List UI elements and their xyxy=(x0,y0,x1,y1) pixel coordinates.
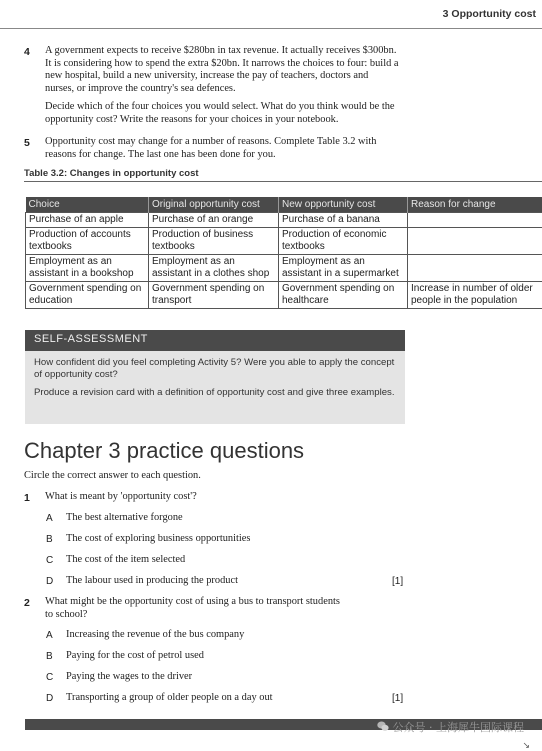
table-cell: Government spending on transport xyxy=(149,282,279,309)
option-text: The cost of the item selected xyxy=(66,554,185,565)
table-cell: Production of accounts textbooks xyxy=(26,228,149,255)
mark-allocation: [1] xyxy=(392,576,403,587)
table-cell: Purchase of an apple xyxy=(26,213,149,228)
section-title: Chapter 3 practice questions xyxy=(24,438,304,464)
question-number: 1 xyxy=(24,492,30,504)
table-row xyxy=(26,282,542,309)
table-cell: Purchase of a banana xyxy=(279,213,408,228)
question-4-paragraph-1: A government expects to receive $280bn in tax revenue. It actually receives $300bn. It is considering how to spend the extra $20bn. It narrows the choices to four: build a new hospital, build a new university, increase the pay of teachers, doctors and nurses, or improve the country's sea defences. xyxy=(45,45,400,95)
option-text: Paying the wages to the driver xyxy=(66,671,192,682)
option-text: The cost of exploring business opportunities xyxy=(66,533,250,544)
question-text: What is meant by 'opportunity cost'? xyxy=(45,491,197,504)
corner-mark: ↘ xyxy=(522,740,530,751)
table-cell: Government spending on healthcare xyxy=(279,282,408,309)
table-cell: Increase in number of older people in the population xyxy=(408,282,542,309)
self-assessment-box xyxy=(25,330,405,424)
mark-allocation: [1] xyxy=(392,693,403,704)
option-text: Transporting a group of older people on a day out xyxy=(66,692,273,703)
question-text-line-2: to school? xyxy=(45,609,87,622)
option-letter: C xyxy=(46,672,53,683)
table-cell xyxy=(408,255,542,282)
option-letter: C xyxy=(46,555,53,566)
column-header: Choice xyxy=(26,197,149,213)
column-header: New opportunity cost xyxy=(279,197,408,213)
option-text: The labour used in producing the product xyxy=(66,575,238,586)
table-cell xyxy=(408,228,542,255)
question-number: 2 xyxy=(24,597,30,609)
opportunity-cost-table xyxy=(25,197,542,309)
instruction-text: Circle the correct answer to each question. xyxy=(24,470,201,481)
option-letter: B xyxy=(46,534,53,545)
option-text: The best alternative forgone xyxy=(66,512,183,523)
self-assessment-task: Produce a revision card with a definition of opportunity cost and give three examples. xyxy=(34,387,396,399)
table-caption: Table 3.2: Changes in opportunity cost xyxy=(24,168,199,179)
option-letter: B xyxy=(46,651,53,662)
caption-divider xyxy=(24,181,542,182)
table-header-row xyxy=(26,197,542,213)
option-text: Paying for the cost of petrol used xyxy=(66,650,204,661)
table-cell: Employment as an assistant in a clothes shop xyxy=(149,255,279,282)
table-cell: Employment as an assistant in a supermarket xyxy=(279,255,408,282)
wechat-icon xyxy=(377,721,389,732)
table-cell: Production of business textbooks xyxy=(149,228,279,255)
table-cell: Production of economic textbooks xyxy=(279,228,408,255)
option-letter: A xyxy=(46,513,53,524)
column-header: Original opportunity cost xyxy=(149,197,279,213)
table-cell xyxy=(408,213,542,228)
watermark xyxy=(377,719,525,735)
option-letter: D xyxy=(46,576,53,587)
table-cell: Government spending on education xyxy=(26,282,149,309)
question-text-line-1: What might be the opportunity cost of using a bus to transport students xyxy=(45,596,340,609)
option-letter: D xyxy=(46,693,53,704)
watermark-text: 公众号 · 上海犀牛国际课程 xyxy=(393,721,525,734)
self-assessment-heading: SELF-ASSESSMENT xyxy=(25,330,405,351)
table-row xyxy=(26,213,542,228)
table-row xyxy=(26,228,542,255)
table-row xyxy=(26,255,542,282)
question-number: 5 xyxy=(24,137,30,149)
question-5-text: Opportunity cost may change for a number of reasons. Complete Table 3.2 with reasons for change. The last one has been done for you. xyxy=(45,136,400,161)
table-cell: Employment as an assistant in a bookshop xyxy=(26,255,149,282)
self-assessment-question: How confident did you feel completing Activity 5? Were you able to apply the concept of opportunity cost? xyxy=(34,357,396,381)
option-text: Increasing the revenue of the bus company xyxy=(66,629,244,640)
option-letter: A xyxy=(46,630,53,641)
chapter-label: 3 Opportunity cost xyxy=(443,8,536,20)
question-4-paragraph-2: Decide which of the four choices you would select. What do you think would be the opportunity cost? Write the reasons for your choices in your notebook. xyxy=(45,101,400,126)
table-cell: Purchase of an orange xyxy=(149,213,279,228)
column-header: Reason for change xyxy=(408,197,542,213)
page-header xyxy=(0,0,542,29)
question-number: 4 xyxy=(24,46,30,58)
